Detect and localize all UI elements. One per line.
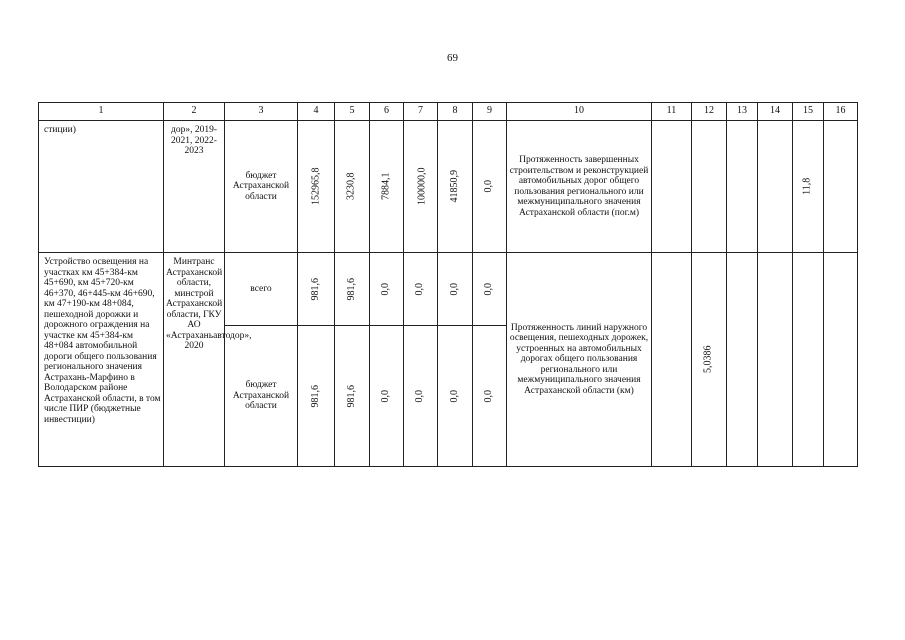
col-header: 9 [473,103,507,121]
funding-source-cell: бюджет Астраханской области [225,121,298,253]
col-header: 7 [404,103,438,121]
col-header: 8 [438,103,473,121]
value-cell: 0,0 [438,326,473,467]
funding-source-cell: всего [225,253,298,326]
col-header: 11 [652,103,692,121]
value-cell: 3230,8 [335,121,370,253]
empty-cell [692,121,727,253]
col-header: 5 [335,103,370,121]
value-cell: 0,0 [473,253,507,326]
measure-name-cell: стиции) [39,121,164,253]
value-cell: 0,0 [473,326,507,467]
table-row [39,121,858,253]
value-cell: 981,6 [298,253,335,326]
col-header: 13 [727,103,758,121]
col-header: 14 [758,103,793,121]
col-header: 3 [225,103,298,121]
empty-cell [652,253,692,467]
col-header: 10 [507,103,652,121]
indicator-cell: Протяженность линий наружного освещения, пешеходных дорожек, устроенных на автомобильных дорогах общего пользования регионального или межмуниципального значения Астраханской области (км) [507,253,652,467]
executor-cell: Минтранс Астраханской области, минстрой Астраханской области, ГКУ АО «Астраханьавтодор», 2020 [164,253,225,467]
empty-cell [727,121,758,253]
funding-source-cell: бюджет Астраханской области [225,326,298,467]
col-header: 2 [164,103,225,121]
value-cell: 100000,0 [404,121,438,253]
page-number: 69 [447,52,458,64]
col-header: 4 [298,103,335,121]
value-cell: 0,0 [370,326,404,467]
indicator-cell: Протяженность завершенных строительством и реконструкцией автомобильных дорог общего пользования регионального или межмуниципального значения Астраханской области (пог.м) [507,121,652,253]
value-cell: 0,0 [404,253,438,326]
empty-cell [758,253,793,467]
col-header: 12 [692,103,727,121]
value-cell: 152965,8 [298,121,335,253]
value-cell: 5,0386 [692,253,727,467]
col-header: 16 [824,103,858,121]
empty-cell [824,253,858,467]
value-cell: 981,6 [335,326,370,467]
measure-name-cell: Устройство освещения на участках км 45+384-км 45+690, км 45+720-км 46+370, 46+445-км 46+690, км 47+190-км 48+084, пешеходной дорожки и дорожного ограждения на участке км 45+384-км 48+084 автомобильной дороги общего пользования регионального значения Астрахань-Марфино в Володарском районе Астраханской области, в том числе ПИР (бюджетные инвестиции) [39,253,164,467]
value-cell: 0,0 [404,326,438,467]
col-header: 6 [370,103,404,121]
value-cell: 981,6 [298,326,335,467]
value-cell: 0,0 [370,253,404,326]
col-header: 15 [793,103,824,121]
value-cell: 11,8 [793,121,824,253]
value-cell: 41850,9 [438,121,473,253]
empty-cell [824,121,858,253]
value-cell: 981,6 [335,253,370,326]
empty-cell [652,121,692,253]
value-cell: 0,0 [438,253,473,326]
empty-cell [758,121,793,253]
value-cell: 0,0 [473,121,507,253]
data-table [38,102,858,467]
col-header: 1 [39,103,164,121]
empty-cell [793,253,824,467]
executor-cell: дор», 2019-2021, 2022-2023 [164,121,225,253]
value-cell: 7884,1 [370,121,404,253]
table-row [39,253,858,326]
empty-cell [727,253,758,467]
header-row [39,103,858,121]
